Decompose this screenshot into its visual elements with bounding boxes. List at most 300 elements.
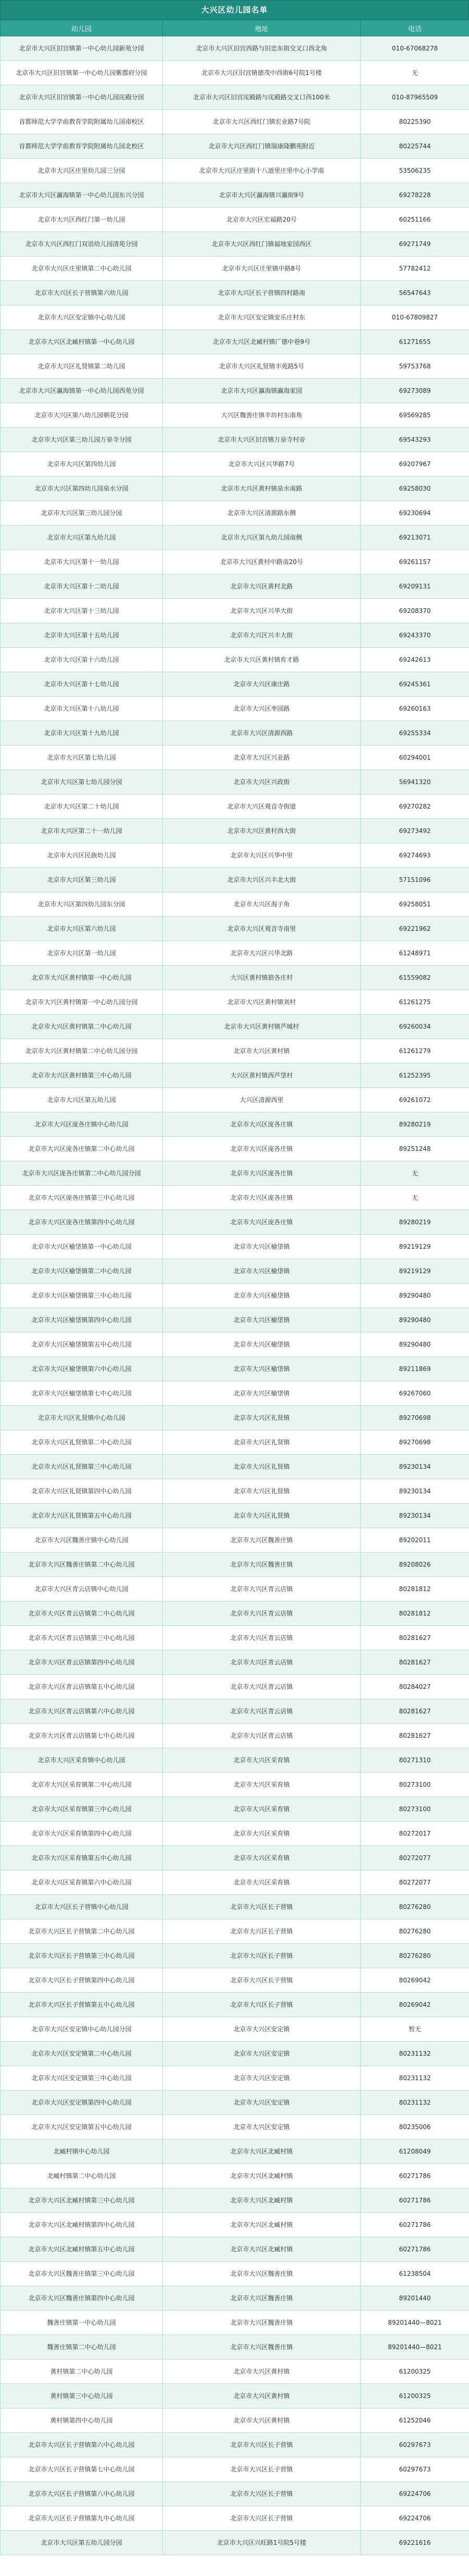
table-row [1, 428, 469, 452]
cell-address: 北京市大兴区礼贤镇 [163, 1479, 361, 1504]
cell-name: 北京市大兴区第二十幼儿园 [1, 794, 163, 819]
cell-name: 北京市大兴区青云店镇第五中心幼儿园 [1, 1675, 163, 1699]
cell-name: 北京市大兴区庞各庄镇第三中心幼儿园 [1, 1186, 163, 1210]
cell-phone: 60297673 [361, 2457, 469, 2482]
cell-name: 北京市大兴区旧宫镇第一中心幼儿园庑殿分园 [1, 85, 163, 110]
cell-name: 北京市大兴区北臧村镇第四中心幼儿园 [1, 2213, 163, 2237]
cell-address: 北京市大兴区兴华北路 [163, 941, 361, 966]
cell-name: 北京市大兴区安定镇第二中心幼儿园 [1, 2042, 163, 2066]
table-row [1, 1724, 469, 1748]
cell-phone: 69273089 [361, 379, 469, 403]
cell-address: 北京市大兴区西红门镇瑞康隆鹏苑附近 [163, 134, 361, 159]
table-row [1, 1650, 469, 1675]
cell-phone: 60271786 [361, 2213, 469, 2237]
cell-name: 北京市大兴区榆垡镇第四中心幼儿园 [1, 1308, 163, 1332]
cell-address: 北京市大兴区黄村镇 [163, 1039, 361, 1063]
cell-phone: 69543293 [361, 428, 469, 452]
cell-address: 北京市大兴区榆垡镇 [163, 1308, 361, 1332]
cell-address: 北京市大兴区北臧村镇 [163, 2213, 361, 2237]
column-header-phone: 电话 [361, 20, 469, 36]
cell-name: 北京市大兴区民族幼儿园 [1, 843, 163, 868]
table-row [1, 819, 469, 843]
cell-phone: 010-87965509 [361, 85, 469, 110]
cell-address: 北京市大兴区安定镇 [163, 2091, 361, 2115]
cell-name: 北京市大兴区第十七幼儿园 [1, 672, 163, 697]
cell-address: 北京市大兴区康庄路 [163, 672, 361, 697]
cell-name: 北京市大兴区榆垡镇第三中心幼儿园 [1, 1284, 163, 1308]
table-row [1, 550, 469, 574]
cell-phone: 80269042 [361, 1993, 469, 2017]
table-row [1, 2042, 469, 2066]
cell-address: 北京市大兴区礼贤镇 [163, 1430, 361, 1455]
cell-phone: 80273100 [361, 1797, 469, 1822]
table-row [1, 1039, 469, 1063]
cell-name: 北京市大兴区榆垡镇第一中心幼儿园 [1, 1235, 163, 1259]
table-row [1, 1406, 469, 1430]
cell-name: 北京市大兴区长子营镇第四中心幼儿园 [1, 1968, 163, 1993]
table-row [1, 892, 469, 917]
cell-address: 北京市大兴区长子营镇 [163, 2506, 361, 2531]
table-row [1, 2408, 469, 2433]
cell-phone: 56941320 [361, 770, 469, 794]
cell-name: 北京市大兴区第十二幼儿园 [1, 574, 163, 599]
cell-phone: 69245361 [361, 672, 469, 697]
table-row [1, 2139, 469, 2164]
cell-address: 北京市大兴区魏善庄镇 [163, 1553, 361, 1577]
cell-phone: 80225744 [361, 134, 469, 159]
column-header-name: 幼儿园 [1, 20, 163, 36]
cell-name: 北京市大兴区北臧村镇第一中心幼儿园 [1, 330, 163, 354]
cell-name: 北京市大兴区长子营镇第八中心幼儿园 [1, 2482, 163, 2506]
cell-address: 北京市大兴区海子角 [163, 892, 361, 917]
cell-phone: 80235006 [361, 2115, 469, 2139]
cell-address: 北京市大兴区黄村北路 [163, 574, 361, 599]
cell-name: 魏善庄镇第一中心幼儿园 [1, 2311, 163, 2335]
cell-name: 北京市大兴区第十三幼儿园 [1, 599, 163, 623]
cell-address: 北京市大兴区采育镇 [163, 1748, 361, 1773]
cell-name: 北京市大兴区采育镇第六中心幼儿园 [1, 1870, 163, 1895]
cell-name: 北京市大兴区第四幼儿园东分园 [1, 892, 163, 917]
cell-name: 北京市大兴区礼贤镇第三中心幼儿园 [1, 1455, 163, 1479]
cell-address: 北京市大兴区观音寺南里 [163, 917, 361, 941]
cell-name: 北京市大兴区安定镇第三中心幼儿园 [1, 2066, 163, 2091]
table-row [1, 2164, 469, 2188]
cell-address: 北京市大兴区安定镇安乐庄村东 [163, 305, 361, 330]
cell-name: 北京市大兴区长子营镇第九中心幼儿园 [1, 2506, 163, 2531]
cell-name: 北京市大兴区榆垡镇第二中心幼儿园 [1, 1259, 163, 1284]
cell-address: 北京市大兴区青云店镇 [163, 1699, 361, 1724]
cell-address: 北京市大兴区礼贤镇 [163, 1504, 361, 1528]
table-row [1, 1161, 469, 1186]
table-row [1, 1699, 469, 1724]
cell-name: 北京市大兴区第七幼儿园 [1, 746, 163, 770]
cell-address: 北京市大兴区礼贤镇 [163, 1406, 361, 1430]
cell-name: 北京市大兴区第三幼儿园 [1, 868, 163, 892]
table-row [1, 1870, 469, 1895]
cell-phone: 69260034 [361, 1015, 469, 1039]
cell-phone: 60271786 [361, 2237, 469, 2262]
table-row [1, 1430, 469, 1455]
cell-name: 北京市大兴区采育镇第五中心幼儿园 [1, 1846, 163, 1870]
cell-phone: 80281812 [361, 1601, 469, 1626]
cell-name: 北京市大兴区第五幼儿园 [1, 1088, 163, 1112]
cell-address: 北京市大兴区兴华路7号 [163, 452, 361, 477]
cell-phone: 59753768 [361, 354, 469, 379]
cell-phone: 61200325 [361, 2384, 469, 2408]
cell-address: 北京市大兴区安定镇 [163, 2115, 361, 2139]
cell-name: 北京市大兴区采育镇中心幼儿园 [1, 1748, 163, 1773]
cell-address: 北京市大兴区采育镇 [163, 1846, 361, 1870]
table-row [1, 501, 469, 526]
cell-name: 北京市大兴区魏善庄镇第四中心幼儿园 [1, 2286, 163, 2311]
cell-name: 北京市大兴区庞各庄镇中心幼儿园 [1, 1112, 163, 1137]
table-row [1, 1455, 469, 1479]
cell-name: 北京市大兴区长子营镇中心幼儿园 [1, 1895, 163, 1919]
table-row [1, 2237, 469, 2262]
cell-phone: 69224706 [361, 2506, 469, 2531]
cell-name: 北京市大兴区青云店镇第三中心幼儿园 [1, 1626, 163, 1650]
cell-phone: 80272077 [361, 1870, 469, 1895]
table-row [1, 1797, 469, 1822]
table-header [1, 20, 469, 36]
cell-phone: 61248971 [361, 941, 469, 966]
cell-phone: 80281627 [361, 1724, 469, 1748]
cell-name: 北京市大兴区庄里幼儿园三分园 [1, 159, 163, 183]
cell-phone: 69243370 [361, 623, 469, 648]
cell-phone: 69274693 [361, 843, 469, 868]
cell-phone: 61271655 [361, 330, 469, 354]
cell-phone: 80231132 [361, 2091, 469, 2115]
table-row [1, 2531, 469, 2555]
cell-phone: 69273492 [361, 819, 469, 843]
cell-address: 北京市大兴区采育镇 [163, 1822, 361, 1846]
cell-phone: 61238504 [361, 2262, 469, 2286]
cell-phone: 69258030 [361, 477, 469, 501]
cell-name: 北京市大兴区西红门双语幼儿园清苑分园 [1, 232, 163, 257]
table-body [1, 36, 469, 2555]
cell-name: 北京市大兴区礼贤镇中心幼儿园 [1, 1406, 163, 1430]
cell-phone: 60297673 [361, 2433, 469, 2457]
table-row [1, 2262, 469, 2286]
cell-address: 北京市大兴区庄里街十八道里庄里中心小学南 [163, 159, 361, 183]
cell-name: 黄村镇第四中心幼儿园 [1, 2408, 163, 2433]
table-row [1, 697, 469, 721]
table-row [1, 1944, 469, 1968]
cell-name: 北京市大兴区北臧村镇第三中心幼儿园 [1, 2188, 163, 2213]
cell-name: 黄村镇第三中心幼儿园 [1, 2384, 163, 2408]
cell-address: 北京市大兴区榆垡镇 [163, 1381, 361, 1406]
cell-address: 北京市大兴区西红门镇宏业路7号院 [163, 110, 361, 134]
cell-name: 北京市大兴区长子营镇第二中心幼儿园 [1, 1919, 163, 1944]
cell-name: 北京市大兴区黄村镇第一中心幼儿园分园 [1, 990, 163, 1015]
cell-address: 北京市大兴区清源西路 [163, 721, 361, 746]
cell-name: 北京市大兴区魏善庄镇第二中心幼儿园 [1, 1553, 163, 1577]
cell-name: 首都师范大学学前教育学院附属幼儿园南校区 [1, 110, 163, 134]
cell-phone: 89201440—8021 [361, 2311, 469, 2335]
cell-phone: 无 [361, 61, 469, 85]
cell-name: 北京市大兴区魏善庄镇第三中心幼儿园 [1, 2262, 163, 2286]
cell-address: 北京市大兴区枣园路 [163, 697, 361, 721]
cell-phone: 61252046 [361, 2408, 469, 2433]
cell-name: 北京市大兴区长子营镇第六中心幼儿园 [1, 2433, 163, 2457]
table-row [1, 1381, 469, 1406]
table-row [1, 2286, 469, 2311]
table-row [1, 379, 469, 403]
cell-address: 北京市大兴区庞各庄镇 [163, 1112, 361, 1137]
table-row [1, 2115, 469, 2139]
table-row [1, 2335, 469, 2360]
cell-phone: 69267060 [361, 1381, 469, 1406]
table-row [1, 1895, 469, 1919]
table-row [1, 85, 469, 110]
table-row [1, 574, 469, 599]
cell-phone: 80231132 [361, 2042, 469, 2066]
cell-phone: 69278228 [361, 183, 469, 208]
cell-address: 北京市大兴区旧宫镇德茂中西街6号院1号楼 [163, 61, 361, 85]
cell-name: 北京市大兴区第三幼儿园分园 [1, 501, 163, 526]
cell-phone: 89251248 [361, 1137, 469, 1161]
cell-phone: 69255334 [361, 721, 469, 746]
cell-phone: 80276280 [361, 1895, 469, 1919]
cell-address: 北京市大兴区黄村镇泉水南路 [163, 477, 361, 501]
kindergarten-table [0, 20, 469, 2555]
cell-address: 北京市大兴区兴华中里 [163, 843, 361, 868]
table-row [1, 672, 469, 697]
cell-address: 北京市大兴区兴政街 [163, 770, 361, 794]
cell-phone: 57151096 [361, 868, 469, 892]
cell-name: 北京市大兴区第四幼儿园泉水分园 [1, 477, 163, 501]
page-title: 大兴区幼儿园名单 [0, 0, 469, 20]
cell-address: 北京市大兴区长子营镇 [163, 1944, 361, 1968]
cell-name: 北京市大兴区第二十一幼儿园 [1, 819, 163, 843]
cell-name: 北京市大兴区第九幼儿园 [1, 526, 163, 550]
cell-phone: 60294001 [361, 746, 469, 770]
table-row [1, 183, 469, 208]
cell-address: 北京市大兴区长子营镇 [163, 1919, 361, 1944]
cell-address: 北京市大兴区旧宫镇万泉寺村旁 [163, 428, 361, 452]
table-row [1, 1088, 469, 1112]
cell-name: 北京市大兴区榆垡镇第五中心幼儿园 [1, 1332, 163, 1357]
table-row [1, 354, 469, 379]
cell-name: 北京市大兴区青云店镇第七中心幼儿园 [1, 1724, 163, 1748]
table-row [1, 2188, 469, 2213]
cell-phone: 56547643 [361, 281, 469, 305]
table-row [1, 1308, 469, 1332]
cell-address: 北京市大兴区礼贤镇 [163, 1455, 361, 1479]
table-row [1, 721, 469, 746]
cell-address: 北京市大兴区兴丰大街 [163, 623, 361, 648]
table-row [1, 1259, 469, 1284]
cell-phone: 60251166 [361, 208, 469, 232]
cell-address: 北京市大兴区庞各庄镇 [163, 1210, 361, 1235]
table-row [1, 1284, 469, 1308]
cell-name: 北京市大兴区礼贤镇第二中心幼儿园 [1, 1430, 163, 1455]
cell-phone: 69208370 [361, 599, 469, 623]
cell-phone: 010-67809827 [361, 305, 469, 330]
table-row [1, 2066, 469, 2091]
cell-address: 北京市大兴区黄村镇 [163, 2360, 361, 2384]
cell-address: 北京市大兴区北臧村镇 [163, 2188, 361, 2213]
cell-address: 北京市大兴区长子营镇 [163, 2457, 361, 2482]
table-row [1, 330, 469, 354]
cell-name: 北京市大兴区第五幼儿园分园 [1, 2531, 163, 2555]
cell-address: 北京市大兴区青云店镇 [163, 1675, 361, 1699]
cell-phone: 89219129 [361, 1259, 469, 1284]
cell-name: 北京市大兴区庞各庄镇第四中心幼儿园 [1, 1210, 163, 1235]
cell-phone: 89201440 [361, 2286, 469, 2311]
cell-name: 首都师范大学学前教育学院附属幼儿园北校区 [1, 134, 163, 159]
table-row [1, 1846, 469, 1870]
table-row [1, 1137, 469, 1161]
cell-address: 北京市大兴区青云店镇 [163, 1724, 361, 1748]
cell-address: 北京市大兴区魏善庄镇 [163, 2311, 361, 2335]
cell-phone: 80271310 [361, 1748, 469, 1773]
cell-address: 北京市大兴区北臧村镇 [163, 2164, 361, 2188]
cell-name: 北京市大兴区采育镇第四中心幼儿园 [1, 1822, 163, 1846]
cell-address: 北京市大兴区榆垡镇 [163, 1332, 361, 1357]
cell-name: 黄村镇第二中心幼儿园 [1, 2360, 163, 2384]
table-row [1, 917, 469, 941]
cell-phone: 69221962 [361, 917, 469, 941]
cell-phone: 80281627 [361, 1626, 469, 1650]
cell-address: 北京市大兴区魏善庄镇 [163, 2262, 361, 2286]
table-row [1, 1112, 469, 1137]
cell-name: 北京市大兴区瀛海镇第一中心幼儿园西苑分园 [1, 379, 163, 403]
cell-phone: 61208049 [361, 2139, 469, 2164]
cell-name: 北京市大兴区瀛海镇第一中心幼儿园东兴分园 [1, 183, 163, 208]
table-row [1, 1773, 469, 1797]
cell-phone: 69221616 [361, 2531, 469, 2555]
table-row [1, 2311, 469, 2335]
cell-address: 大兴区清源西里 [163, 1088, 361, 1112]
cell-name: 北京市大兴区西红门第一幼儿园 [1, 208, 163, 232]
cell-address: 北京市大兴区兴华大街 [163, 599, 361, 623]
cell-phone: 80272077 [361, 1846, 469, 1870]
cell-address: 北京市大兴区黄村镇育才路 [163, 648, 361, 672]
cell-phone: 69209131 [361, 574, 469, 599]
cell-address: 北京市大兴区瀛海镇瀛海家园 [163, 379, 361, 403]
cell-name: 北京市大兴区采育镇第三中心幼儿园 [1, 1797, 163, 1822]
cell-address: 北京市大兴区魏善庄镇 [163, 1528, 361, 1553]
table-row [1, 1063, 469, 1088]
table-row [1, 1015, 469, 1039]
cell-phone: 无 [361, 1186, 469, 1210]
cell-address: 北京市大兴区礼贤镇丰苑路5号 [163, 354, 361, 379]
cell-phone: 69213071 [361, 526, 469, 550]
cell-address: 北京市大兴区庄里镇中路8号 [163, 257, 361, 281]
table-row [1, 2457, 469, 2482]
cell-address: 北京市大兴区黄村镇芦城村 [163, 1015, 361, 1039]
cell-name: 北京市大兴区黄村镇第一中心幼儿园 [1, 966, 163, 990]
table-row [1, 1626, 469, 1650]
table-row [1, 208, 469, 232]
cell-name: 北京市大兴区北臧村镇第五中心幼儿园 [1, 2237, 163, 2262]
cell-phone: 69242613 [361, 648, 469, 672]
cell-phone: 80281627 [361, 1699, 469, 1724]
cell-phone: 89280219 [361, 1210, 469, 1235]
cell-phone: 80276280 [361, 1944, 469, 1968]
cell-name: 北京市大兴区第六幼儿园 [1, 917, 163, 941]
table-row [1, 2384, 469, 2408]
cell-phone: 61200325 [361, 2360, 469, 2384]
cell-name: 北京市大兴区青云店镇第六中心幼儿园 [1, 1699, 163, 1724]
cell-phone: 80281627 [361, 1650, 469, 1675]
table-row [1, 770, 469, 794]
cell-name: 北京市大兴区黄村镇第二中心幼儿园 [1, 1015, 163, 1039]
cell-address: 北京市大兴区北臧村镇广德中巷9号 [163, 330, 361, 354]
cell-phone: 61559082 [361, 966, 469, 990]
cell-address: 北京市大兴区长子营镇 [163, 2482, 361, 2506]
table-row [1, 2091, 469, 2115]
table-row [1, 526, 469, 550]
cell-phone: 61252395 [361, 1063, 469, 1088]
table-row [1, 477, 469, 501]
cell-phone: 80276280 [361, 1919, 469, 1944]
cell-name: 北京市大兴区第一幼儿园 [1, 941, 163, 966]
cell-address: 北京市大兴区北臧村镇 [163, 2139, 361, 2164]
table-row [1, 1479, 469, 1504]
cell-name: 北京市大兴区长子营镇第五中心幼儿园 [1, 1993, 163, 2017]
cell-name: 北京市大兴区青云店镇第二中心幼儿园 [1, 1601, 163, 1626]
cell-name: 北京市大兴区第十九幼儿园 [1, 721, 163, 746]
cell-phone: 60271786 [361, 2188, 469, 2213]
table-row [1, 1748, 469, 1773]
cell-name: 北京市大兴区青云店镇中心幼儿园 [1, 1577, 163, 1601]
table-row [1, 1822, 469, 1846]
cell-address: 北京市大兴区黄村中路南20号 [163, 550, 361, 574]
table-row [1, 281, 469, 305]
cell-phone: 89290480 [361, 1308, 469, 1332]
cell-address: 北京市大兴区黄村镇 [163, 2408, 361, 2433]
table-row [1, 2360, 469, 2384]
cell-address: 北京市大兴区长子营镇 [163, 2433, 361, 2457]
table-row [1, 1601, 469, 1626]
cell-name: 北京市大兴区安定镇第五中心幼儿园 [1, 2115, 163, 2139]
table-row [1, 648, 469, 672]
cell-name: 北京市大兴区庄里镇第二中心幼儿园 [1, 257, 163, 281]
cell-address: 大兴区黄村镇狼各庄村 [163, 966, 361, 990]
table-row [1, 746, 469, 770]
cell-phone: 53506235 [361, 159, 469, 183]
cell-name: 北京市大兴区榆垡镇第七中心幼儿园 [1, 1381, 163, 1406]
cell-name: 北京市大兴区第七幼儿园分园 [1, 770, 163, 794]
table-row [1, 1235, 469, 1259]
cell-name: 北京市大兴区第十六幼儿园 [1, 648, 163, 672]
table-row [1, 1553, 469, 1577]
table-row [1, 403, 469, 428]
table-row [1, 1504, 469, 1528]
cell-address: 北京市大兴区青云店镇 [163, 1577, 361, 1601]
table-row [1, 2433, 469, 2457]
cell-address: 北京市大兴区青云店镇 [163, 1650, 361, 1675]
cell-name: 北京市大兴区长子营镇第七中心幼儿园 [1, 2457, 163, 2482]
cell-name: 北京市大兴区采育镇第二中心幼儿园 [1, 1773, 163, 1797]
cell-phone: 69261072 [361, 1088, 469, 1112]
cell-phone: 61261279 [361, 1039, 469, 1063]
cell-address: 北京市大兴区青云店镇 [163, 1626, 361, 1650]
table-row [1, 1919, 469, 1944]
cell-phone: 89230134 [361, 1479, 469, 1504]
table-row [1, 1528, 469, 1553]
cell-address: 北京市大兴区魏善庄镇 [163, 2335, 361, 2360]
cell-address: 大兴区魏善庄镇羊坊村东南角 [163, 403, 361, 428]
cell-phone: 69230694 [361, 501, 469, 526]
cell-phone: 57782412 [361, 257, 469, 281]
cell-address: 北京市大兴区长子营镇四村路南 [163, 281, 361, 305]
table-row [1, 941, 469, 966]
cell-phone: 80269042 [361, 1968, 469, 1993]
cell-name: 北京市大兴区旧宫镇第一中心幼儿园紫郡府分园 [1, 61, 163, 85]
